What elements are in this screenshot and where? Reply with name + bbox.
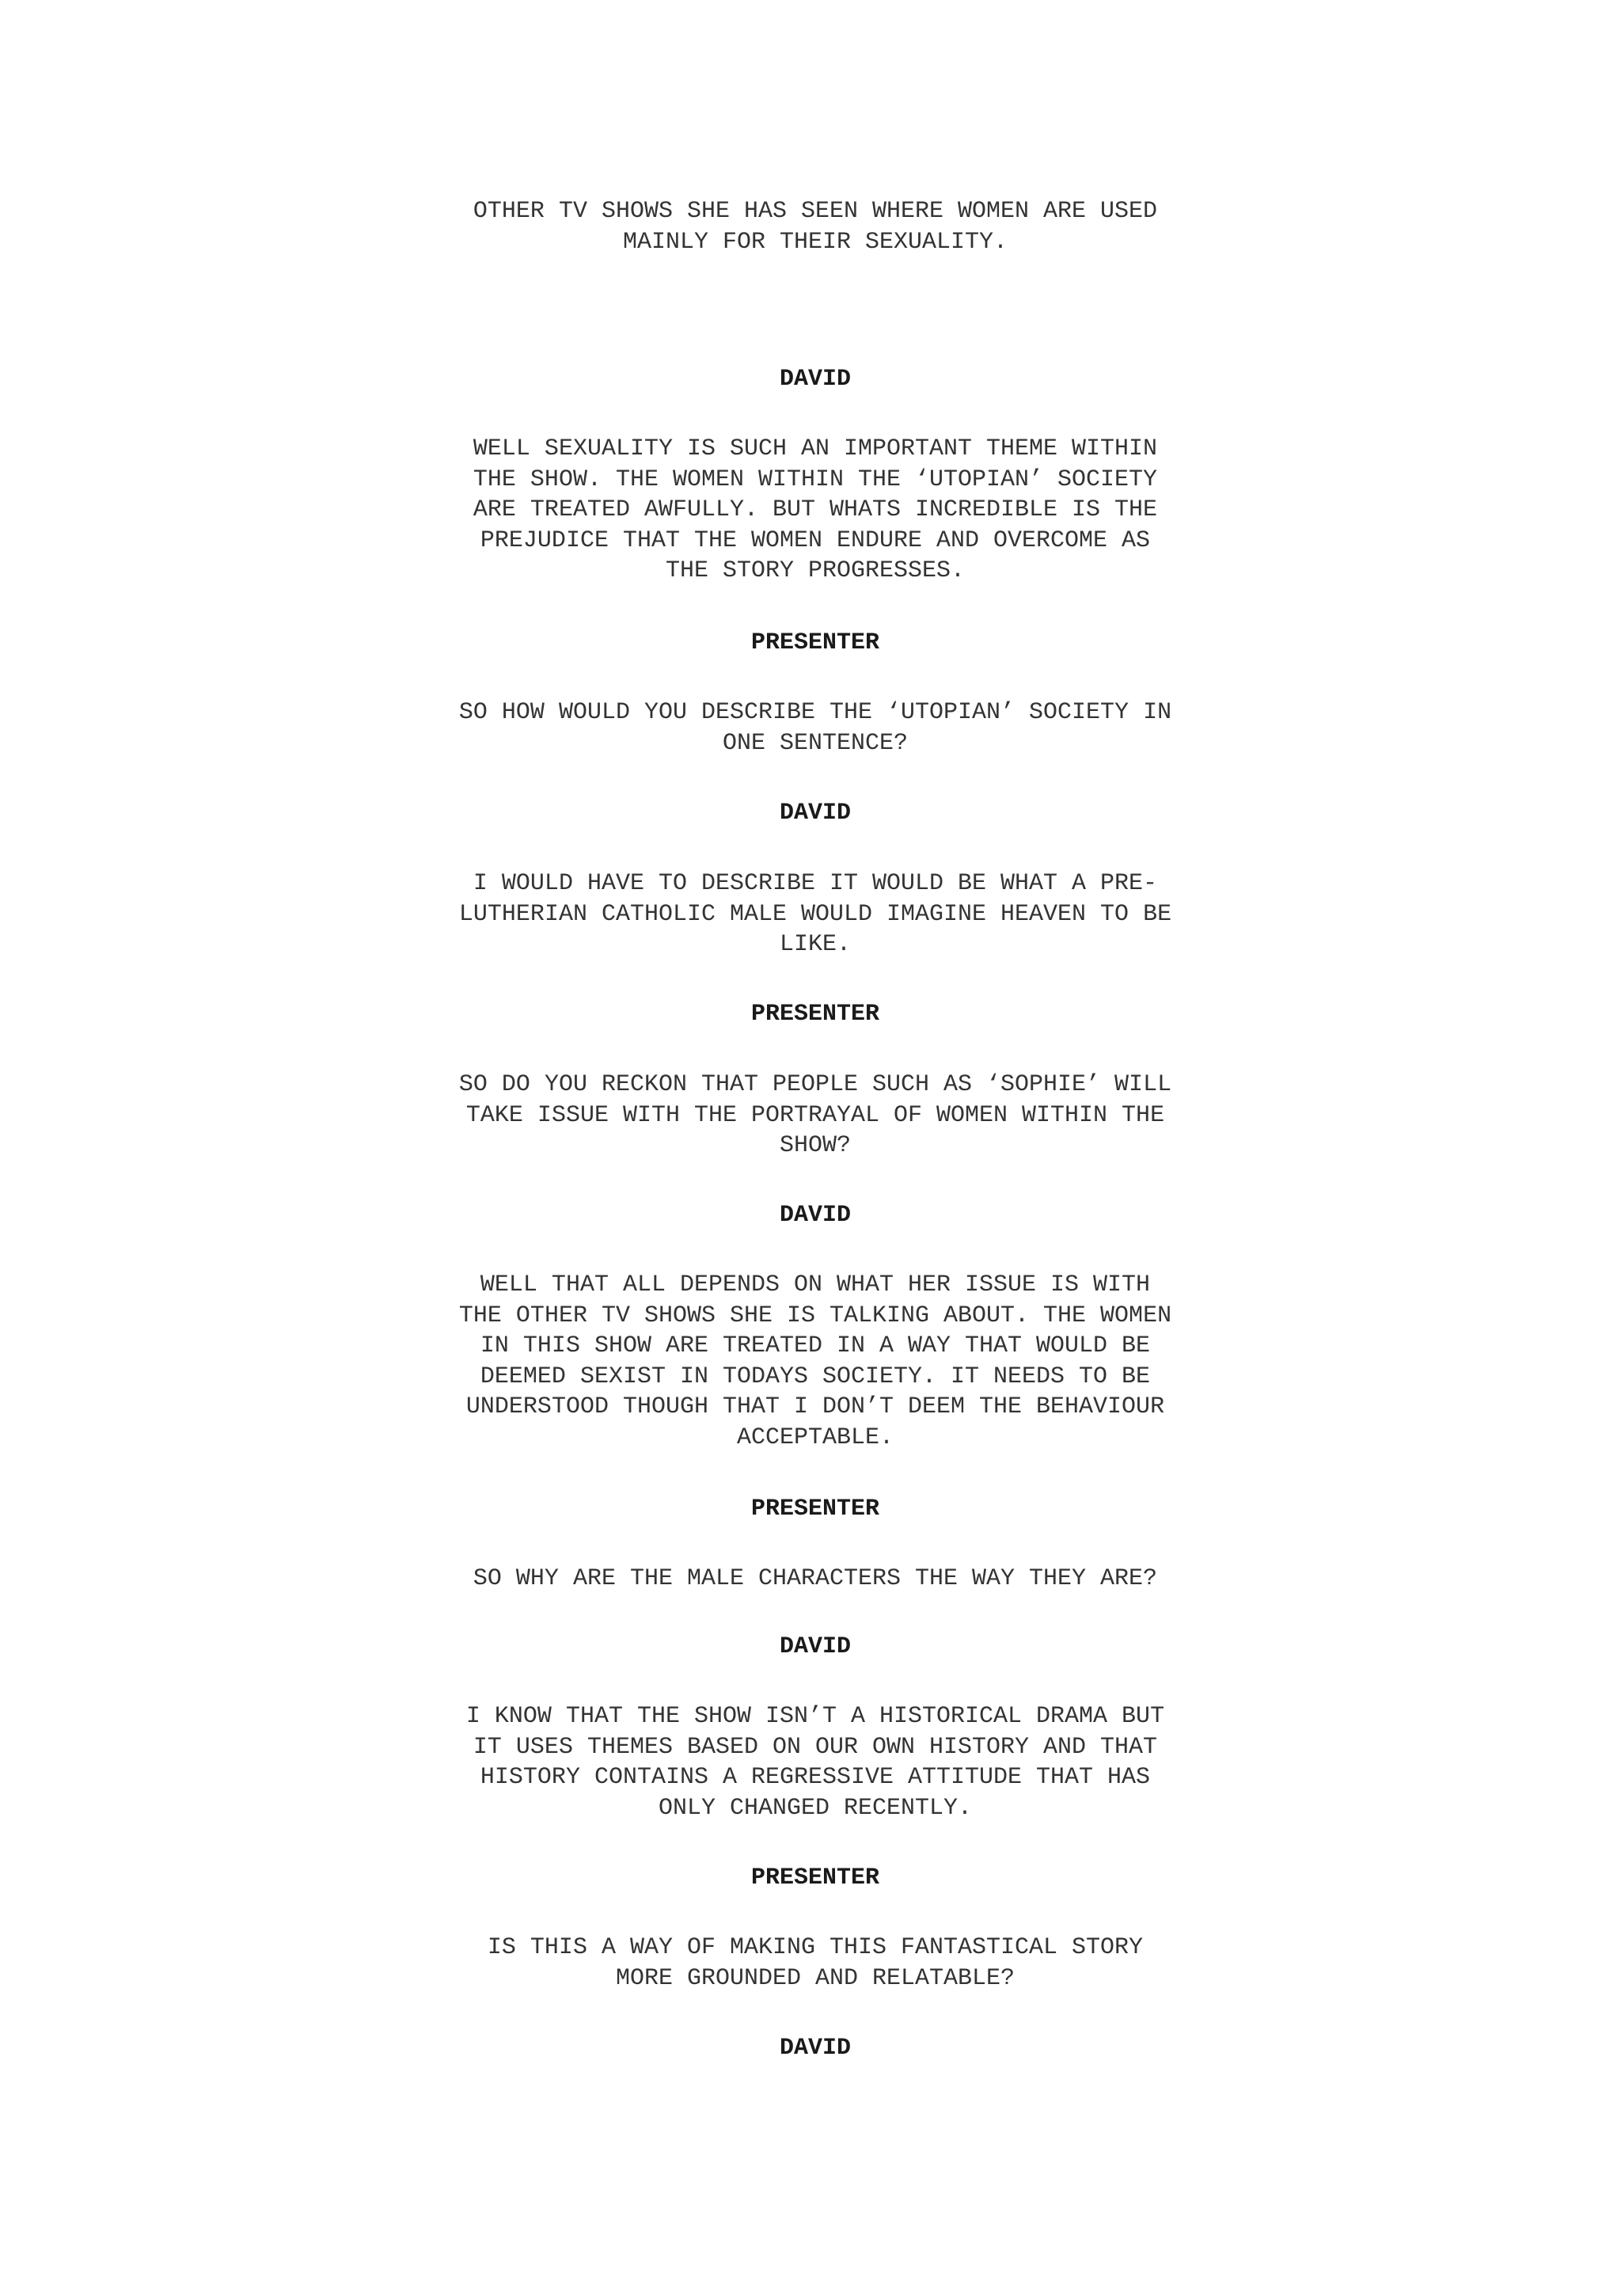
speaker-name: DAVID	[779, 366, 851, 393]
dialogue-block: I WOULD HAVE TO DESCRIBE IT WOULD BE WHAT A PRE- LUTHERIAN CATHOLIC MALE WOULD IMAGINE HEAVEN TO BE LIKE.	[458, 870, 1172, 958]
dialogue-block: IS THIS A WAY OF MAKING THIS FANTASTICAL STORY MORE GROUNDED AND RELATABLE?	[487, 1934, 1144, 1992]
speaker-name: DAVID	[779, 1633, 851, 1660]
dialogue-block: I KNOW THAT THE SHOW ISN’T A HISTORICAL DRAMA BUT IT USES THEMES BASED ON OUR OWN HISTORY AND THAT HISTORY CONTAINS A REGRESSIVE ATTITUDE THAT HAS ONLY CHANGED RECENTLY.	[465, 1703, 1165, 1822]
speaker-name: PRESENTER	[750, 629, 880, 656]
dialogue-block: OTHER TV SHOWS SHE HAS SEEN WHERE WOMEN ARE USED MAINLY FOR THEIR SEXUALITY.	[473, 198, 1158, 256]
speaker-name: PRESENTER	[750, 1865, 880, 1891]
dialogue-block: SO HOW WOULD YOU DESCRIBE THE ‘UTOPIAN’ SOCIETY IN ONE SENTENCE?	[458, 699, 1172, 757]
dialogue-block: SO DO YOU RECKON THAT PEOPLE SUCH AS ‘SOPHIE’ WILL TAKE ISSUE WITH THE PORTRAYAL OF WOMEN WITHIN THE SHOW?	[458, 1071, 1172, 1159]
speaker-name: DAVID	[779, 800, 851, 827]
speaker-name: PRESENTER	[750, 1496, 880, 1522]
speaker-name: PRESENTER	[750, 1001, 880, 1028]
dialogue-block: WELL SEXUALITY IS SUCH AN IMPORTANT THEME WITHIN THE SHOW. THE WOMEN WITHIN THE ‘UTOPIAN’ SOCIETY ARE TREATED AWFULLY. BUT WHATS INCREDIBLE IS THE PREJUDICE THAT THE WOMEN ENDURE AND OVERCOME AS THE STORY PROGRESSES.	[473, 435, 1158, 584]
dialogue-block: WELL THAT ALL DEPENDS ON WHAT HER ISSUE IS WITH THE OTHER TV SHOWS SHE IS TALKING ABOUT. THE WOMEN IN THIS SHOW ARE TREATED IN A WAY THAT WOULD BE DEEMED SEXIST IN TODAYS SOCIETY. IT NEEDS TO BE UNDERSTOOD THOUGH THAT I DON’T DEEM THE BEHAVIOUR ACCEPTABLE.	[458, 1272, 1172, 1451]
speaker-name: DAVID	[779, 2035, 851, 2062]
speaker-name: DAVID	[779, 1202, 851, 1229]
dialogue-block: SO WHY ARE THE MALE CHARACTERS THE WAY THEY ARE?	[473, 1565, 1158, 1592]
